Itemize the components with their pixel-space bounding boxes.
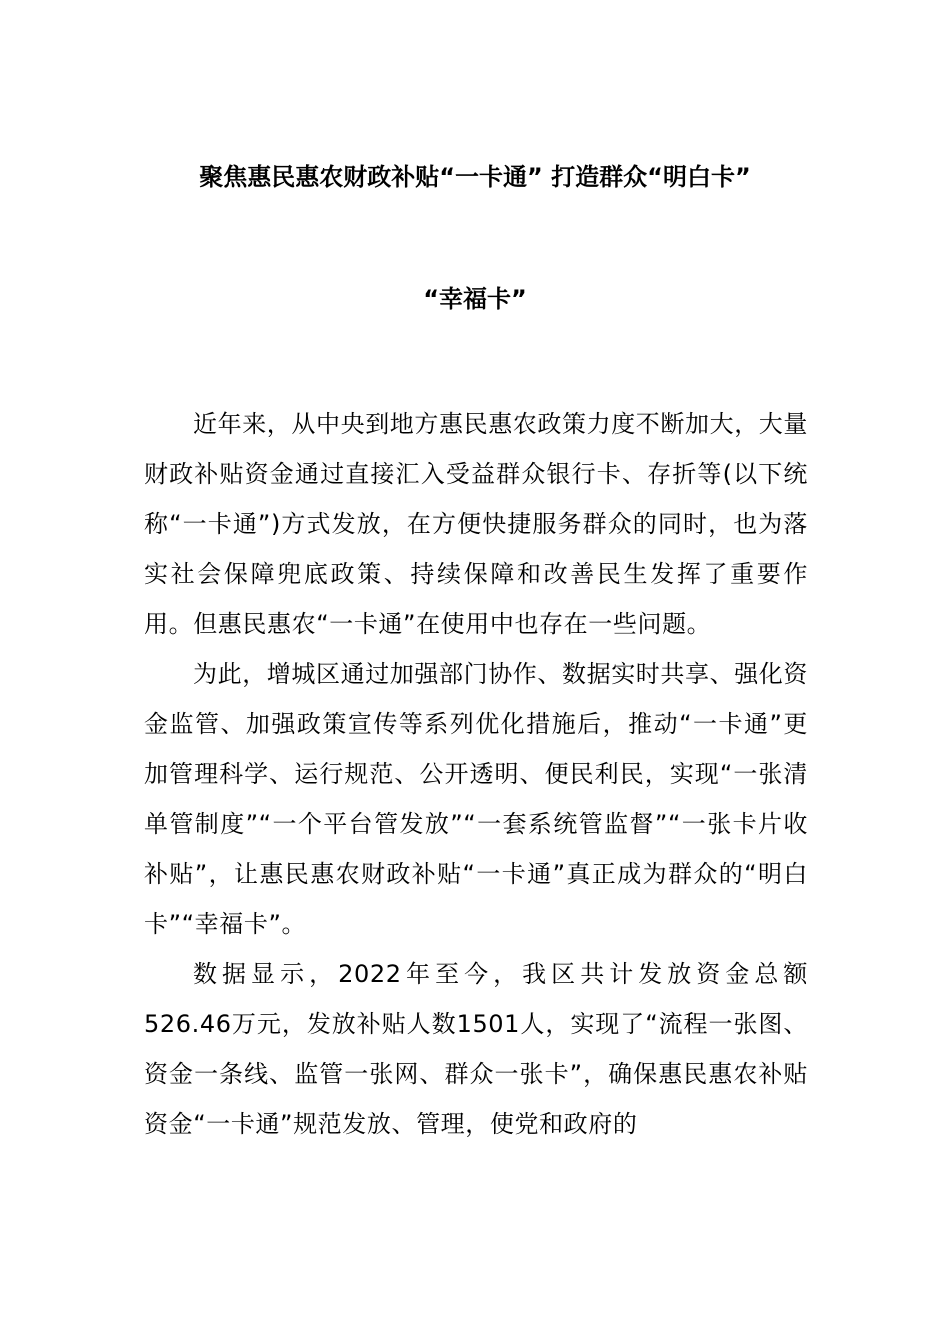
document-title-line-2: “幸福卡” bbox=[423, 285, 527, 313]
document-title-line-1: 聚焦惠民惠农财政补贴“一卡通” 打造群众“明白卡” bbox=[199, 163, 751, 191]
body-paragraph-1: 近年来，从中央到地方惠民惠农政策力度不断加大，大量财政补贴资金通过直接汇入受益群众银行卡、存折等(以下统称“一卡通”)方式发放，在方便快捷服务群众的同时，也为落实社会保障兜底政策、持续保障和改善民生发挥了重要作用。但惠民惠农“一卡通”在使用中也存在一些问题。 bbox=[144, 410, 808, 638]
body-paragraph-2: 为此，增城区通过加强部门协作、数据实时共享、强化资金监管、加强政策宣传等系列优化措施后，推动“一卡通”更加管理科学、运行规范、公开透明、便民利民，实现“一张清单管制度”“一个平台管发放”“一套系统管监督”“一张卡片收补贴”，让惠民惠农财政补贴“一卡通”真正成为群众的“明白卡”“幸福卡”。 bbox=[144, 660, 808, 938]
document-body bbox=[144, 399, 808, 1149]
body-paragraph-3: 数据显示，2022年至今，我区共计发放资金总额526.46万元，发放补贴人数1501人，实现了“流程一张图、资金一条线、监管一张网、群众一张卡”，确保惠民惠农补贴资金“一卡通”规范发放、管理，使党和政府的 bbox=[144, 960, 808, 1138]
